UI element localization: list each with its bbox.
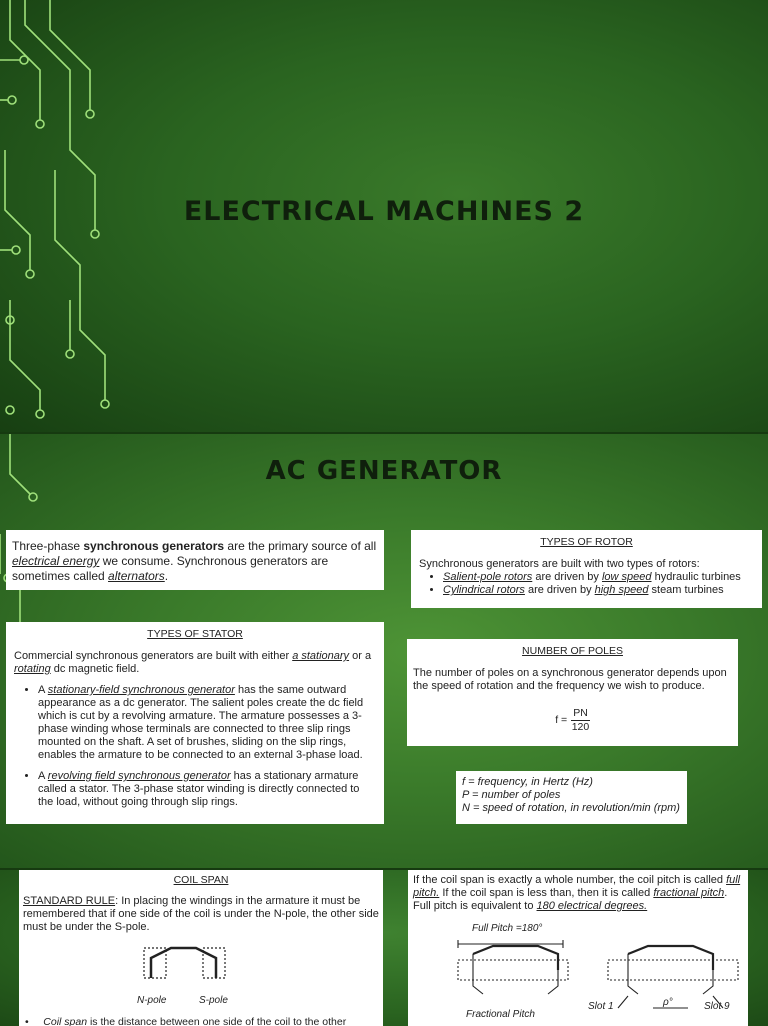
intro-text-1: Three-phase (12, 539, 84, 553)
intro-bold: synchronous generators (83, 539, 225, 553)
poles-heading: NUMBER OF POLES (522, 645, 623, 657)
types-of-stator-card (6, 622, 384, 824)
formula-denominator: 120 (571, 721, 590, 733)
stator-heading: TYPES OF STATOR (147, 628, 243, 640)
coil-span-slide (0, 868, 768, 1026)
slot9-label: Slot 9 (704, 1001, 730, 1012)
var-f: f = frequency, in Hertz (Hz) (462, 776, 593, 788)
coil-diagram-icon (141, 942, 251, 1002)
ac-generator-slide (0, 432, 768, 870)
intro-text-3: we consume. Synchronous generators are sometimes called (12, 554, 329, 583)
coil-rule: STANDARD RULE: In placing the windings in the armature it must be remembered that if one side of the coil is under the N-pole, the other side must be under the S-pole. (23, 895, 379, 933)
title-slide (0, 0, 768, 432)
formula-numerator: PN (573, 707, 588, 719)
poles-text: The number of poles on a synchronous generator depends upon the speed of rotation and the frequency we wish to produce. (413, 667, 727, 692)
npole-label: N-pole (137, 995, 167, 1006)
stator-item: • A stationary-field synchronous generator has the same outward appearance as a dc generator. The salient poles create the dc field which is cut by a revolving armature. The armature possesses a 3-phase winding whose terminals are connected to three slip rings mounted on the shaft. A set of brushes, sliding on the slip rings, enables the armature to be connected to an external 3-phase load. (38, 684, 376, 762)
poles-formula: f = $\frac{PN}{120}$ (555, 707, 590, 733)
stator-intro: Commercial synchronous generators are built with either a stationary or a rotating dc magnetic field. (14, 650, 372, 675)
fractional-pitch-label: Fractional Pitch (466, 1009, 535, 1020)
slide-title: AC GENERATOR (265, 456, 503, 486)
stator-item: • A revolving field synchronous generator has a stationary armature called a stator. The 3-phase stator winding is directly connected to the load, without going through slip rings. (38, 770, 376, 809)
rotor-heading: TYPES OF ROTOR (540, 536, 633, 548)
slot1-label: Slot 1 (588, 1001, 614, 1012)
intro-text-4: . (164, 569, 169, 583)
coil-bullet: • Coil span is the distance between one side of the coil to the other (25, 1016, 347, 1026)
pitch-text: If the coil span is exactly a whole number, the coil pitch is called full pitch. If the coil span is less than, then it is called fractional pitch. Full pitch is equivalent to 180 electrical degrees. (413, 874, 741, 912)
intro-underline-2: alternators (108, 569, 165, 583)
rotor-text: Synchronous generators are built with two types of rotors: (419, 558, 700, 570)
var-p: P = number of poles (462, 789, 561, 801)
rotor-item: • Cylindrical rotors are driven by high speed steam turbines (443, 584, 754, 597)
full-pitch-label: Full Pitch =180° (472, 923, 543, 934)
intro-underline-1: electrical energy (12, 554, 100, 568)
var-n: N = speed of rotation, in revolution/min (rpm) (462, 802, 680, 814)
types-of-rotor-card (411, 530, 762, 608)
coil-span-card (19, 870, 383, 1026)
spole-label: S-pole (199, 995, 228, 1006)
coil-pitch-card (408, 870, 748, 1026)
rho-label: ρ° (663, 997, 673, 1008)
number-of-poles-card (407, 639, 738, 746)
variables-card (456, 771, 687, 824)
intro-card (6, 530, 384, 590)
coil-heading: COIL SPAN (173, 874, 229, 886)
rotor-item: • Salient-pole rotors are driven by low speed hydraulic turbines (443, 571, 754, 584)
intro-text-2: are the primary source of all (224, 539, 377, 553)
presentation-title: ELECTRICAL MACHINES 2 (183, 196, 585, 227)
